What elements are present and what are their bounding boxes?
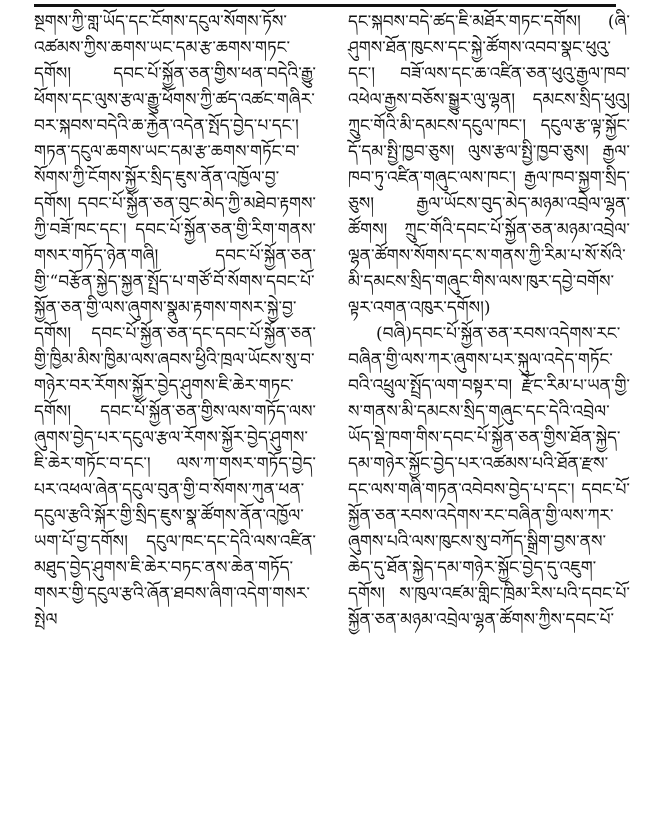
left-column-paragraph: སྔགས་ཀྱི་གླ་ཡོད་དང་ངོགས་དངུལ་སོགས་ཏོས་འཚམས་ཀྱིས་ཆགས་ཡང་དམ་རྩ་ཆགས་གཏང་དགོས། དབང་པོ་སྐྱོན་ཅན་གྱིས་ཕན་བདེའི་རྒྱུ་ཕོགས་དང་ལུས་རྩལ་རྒྱུ་ཕོགས་ཀྱི་ཚད་འཚང་གཞིར་བར་སྐབས་བདེའི་ཆ་རྐྱེན་འདེན་སྤོད་བྱེད་པ་དང་། གཏན་དངུལ་ཆགས་ཡང་དམ་རྩ་ཆགས་གཏོང་བ་སོགས་ཀྱི་ངོགས་སྐྱོར་སྲིད་ཇུས་ནོན་འཁྱོལ་བྱ་དགོས། དབང་པོ་སྐྱོན་ཅན་བུང་མེད་ཀྱི་མཐེབ་རྟགས་ཀྱི་བཟོ་ཁང་དང་། དབང་པོ་སྐྱོན་ཅན་གྱི་རིག་གནས་གསར་གཏོད་ཉེན་གཞི། དབང་པོ་སྐྱོན་ཅན་གྱི་“བརྩོན་སྐྱེད་སྐྱན་སྤྲོད་པ་གཙོ་བོ་སོགས་དབང་པོ་སྐྱོན་ཅན་གྱི་ལས་ཞུགས་སྣུམ་རྟགས་གསར་སྐྱེ་བྱ་དགོས། དབང་པོ་སྐྱོན་ཅན་དང་དབང་པོ་སྐྱོན་ཅན་གྱི་ཁྱིམ་མིས་ཁྱིམ་ལས་ཞབས་ཕྱིའི་ཁྲལ་ཡོངས་སུ་བ་གཉེར་བར་རོགས་སྐྱོར་བྱེད་ཤུགས་ཇི་ཆེར་གཏང་དགོས། དབང་པོ་སྐྱོན་ཅན་གྱིས་ལས་གཏོད་ལས་ཞུགས་བྱེད་པར་དངུལ་རྩལ་རོགས་སྐྱོར་བྱེད་ཤུགས་ཇི་ཆེར་གཏོང་བ་དང་། ལས་ཀ་གསར་གཏོད་བྱེད་པར་འཕལ་ཞེན་དངུལ་བུན་གྱི་བ་སོགས་ཀུན་ཕན་དངུལ་རྩའི་སྐོར་གྱི་སྲིད་ཇུས་སྣ་ཚོགས་ནོན་འཁྱོལ་ཡག་པོ་བྱ་དགོས། དངུལ་ཁང་དང་དེའི་ལས་འཛིན་མཐུད་བྱེད་ཤུགས་ཇི་ཆེར་བཏང་ནས་ཆེན་གཏོད་གསར་གྱི་དངུལ་རྩའི་ཞོན་ཐབས་ཞིག་འདེག་གསར་སྤེལ — [34, 12, 316, 630]
left-column — [34, 9, 316, 825]
page-body — [34, 9, 630, 825]
right-column-paragraph: (བཞི)དབང་པོ་སྐྱོན་ཅན་རབས་འདེགས་རང་བཞིན་གྱི་ལས་ཀར་ཞུགས་པར་སྐུལ་འདེད་གཏོང་བའི་འཕྲུལ་སྤྲོད་ལག་བསྟར་བ། རྫོང་རིམ་པ་ཡན་གྱི་ས་གནས་མི་དམངས་སྲིད་གཞུང་དང་དེའི་འབྲེལ་ཡོད་སྡེ་ཁག་གིས་དབང་པོ་སྐྱོན་ཅན་གྱིས་ཐོན་སྐྱེད་དམ་གཉེར་སྐྱོང་བྱེད་པར་འཚམས་པའི་ཐོན་རྫས་དང་ལས་གཞི་གཏན་འབེབས་བྱེད་པ་དང་། དབང་པོ་སྐྱོན་ཅན་རབས་འདེགས་རང་བཞིན་གྱི་ལས་ཀར་ཞུགས་པའི་ལས་ཁུངས་སུ་བཀོད་སྒྲིག་བྱས་ནས་ཆེད་དུ་ཐོན་སྐྱེད་དམ་གཉེར་སྐྱོང་བྱེད་དུ་འཇུག་དགོས། ས་ཁུལ་འཛམ་གླིང་ཁྲིམ་རིས་པའི་དབང་པོ་སྐྱོན་ཅན་མཉམ་འབྲེལ་ལྷན་ཚོགས་ཀྱིས་དབང་པོ་ — [348, 324, 630, 630]
right-column-paragraph: དང་སྐབས་བདེ་ཚད་ཇི་མཐོར་གཏང་དགོས། (ཞི་ཤུགས་ཐོན་ཁུངས་དང་སྐྱེ་ཚོགས་འབབ་སྣང་ཕུའུ་དང་། བཟོ་ལས་དང་ཆ་འཛིན་ཅན་ཕུའུ་རྒྱལ་ཁབ་འཕེལ་རྒྱས་བཅོས་སྒྱུར་ལུ་ལྷན། དམངས་སྲིད་ཕུའུ། ཀྲུང་གོའི་མི་དམངས་དངུལ་ཁང་། དངུལ་རྩ་ལྟ་སྐྱོང་དོ་དམ་སྤྱི་ཁྱབ་ཅུས། ལུས་རྩལ་སྤྱི་ཁྱབ་ཅུས། རྒྱལ་ཁབ་ཏུ་འཛིན་གཞུང་ལས་ཁང་། རྒྱལ་ཁབ་སྐྱག་སྲིད་ཅུས། རྒྱལ་ཡོངས་བུད་མེད་མཉམ་འབྲེལ་ལྷན་ཚོགས། ཀྲུང་གོའི་དབང་པོ་སྐྱོན་ཅན་མཉམ་འབྲེལ་ལྷན་ཚོགས་སོགས་དང་ས་གནས་ཀྱི་རིམ་པ་སོ་སོའི་མི་དམངས་སྲིད་གཞུང་གིས་ལས་ཁུར་དབྱེ་བགོས་ལྟར་འགན་འཁུར་དགོས།) — [348, 12, 630, 318]
right-column — [348, 9, 630, 825]
top-rule — [34, 4, 616, 7]
